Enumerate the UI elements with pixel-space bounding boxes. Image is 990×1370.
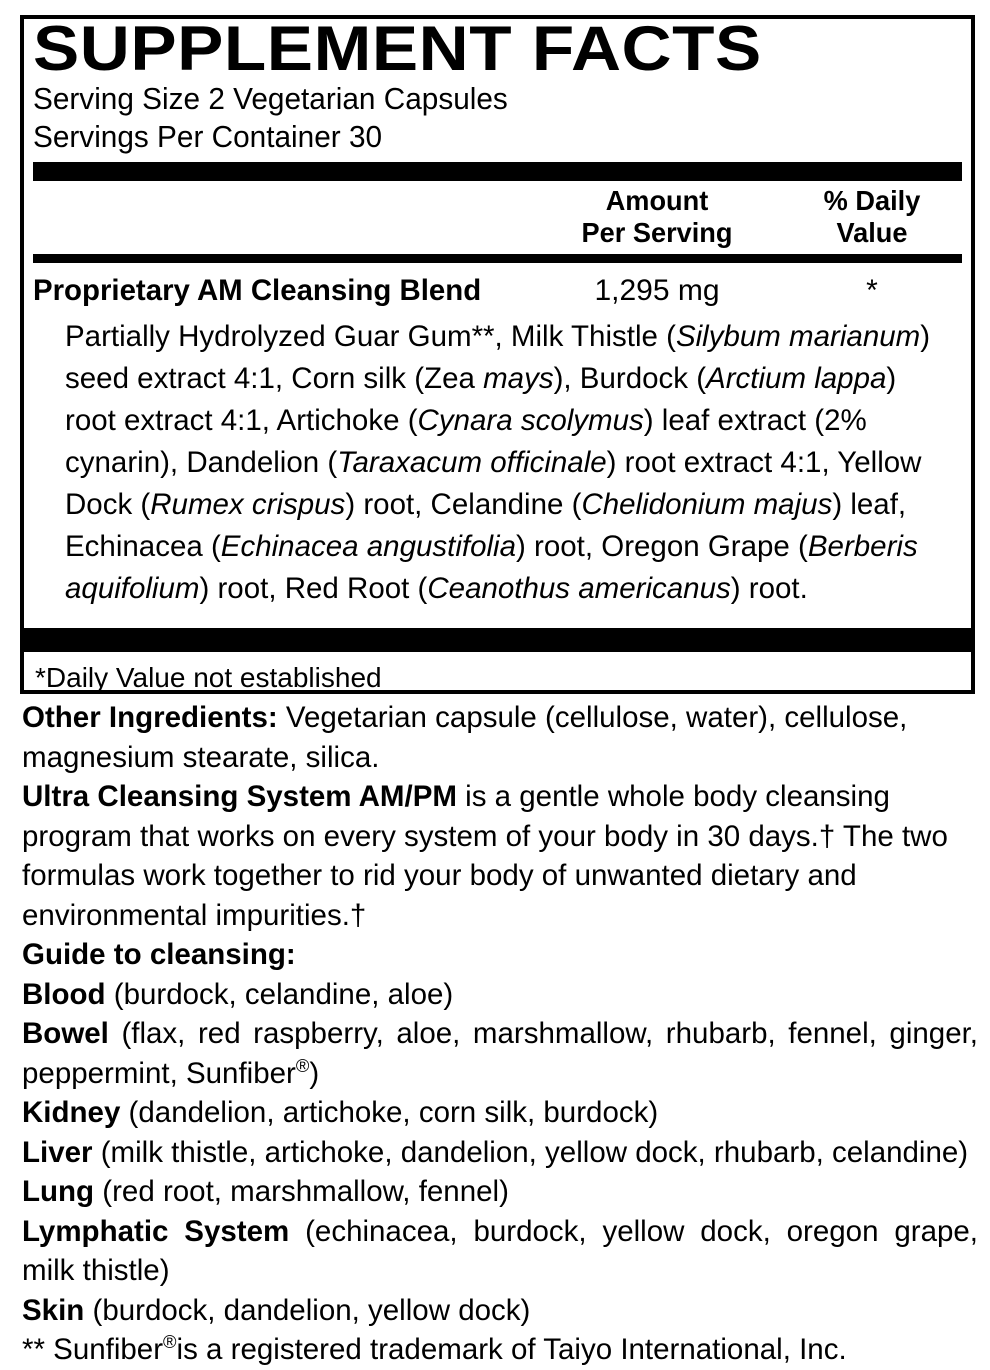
panel-title: SUPPLEMENT FACTS [33, 14, 762, 84]
registered-trademark-icon: ® [163, 1331, 177, 1353]
daily-value-footnote: *Daily Value not established [35, 662, 382, 693]
guide-item [22, 1212, 978, 1291]
guide-item-system: Skin [22, 1293, 85, 1327]
servings-per-container-text: Servings Per Container 30 [33, 118, 383, 154]
ingredient-latin-name: Berberis aquifolium [65, 529, 918, 605]
dv-header-line1: % Daily [823, 184, 921, 216]
guide-item-herbs-tail: ) [309, 1056, 320, 1090]
amount-header-line2: Per Serving [581, 216, 733, 248]
ingredient-latin-name: Cynara scolymus [417, 403, 644, 437]
serving-size-text: Serving Size 2 Vegetarian Capsules [33, 80, 508, 116]
ingredient-latin-name: Echinacea angustifolia [220, 529, 516, 563]
guide-item [22, 1291, 978, 1331]
guide-item-system: Blood [22, 977, 106, 1011]
blend-daily-value: * [866, 273, 878, 307]
amount-header-line1: Amount [605, 184, 709, 216]
guide-list [22, 975, 978, 1331]
guide-item-herbs: (milk thistle, artichoke, dandelion, yellow dock, rhubarb, celandine) [92, 1135, 969, 1169]
ingredient-latin-name: Rumex crispus [150, 487, 346, 521]
guide-item-herbs: (dandelion, artichoke, corn silk, burdock) [120, 1096, 659, 1130]
guide-item [22, 975, 978, 1015]
ingredient-paragraph [65, 316, 942, 610]
guide-item-system: Lung [22, 1175, 95, 1209]
trademark-prefix: ** Sunfiber [22, 1333, 164, 1367]
guide-item-system: Kidney [22, 1096, 121, 1130]
daily-value-header [785, 185, 960, 249]
ingredient-text-run: ) root, Celandine ( [345, 487, 582, 521]
ingredient-text-run: ) leaf, Echinacea ( [65, 487, 907, 563]
ingredient-text-run: ), Burdock ( [553, 361, 707, 395]
blend-name: Proprietary AM Cleansing Blend [33, 273, 482, 307]
ingredient-text-run: ) seed extract 4:1, Corn silk (Zea [65, 319, 931, 395]
guide-item [22, 1133, 978, 1173]
ingredient-text-run: ) root, Red Root ( [199, 571, 428, 605]
blend-amount: 1,295 mg [594, 273, 720, 307]
ingredient-latin-name: Taraxacum officinale [337, 445, 607, 479]
ingredient-latin-name: mays [483, 361, 554, 395]
guide-item [22, 1093, 978, 1133]
rule-under-headers [33, 254, 962, 263]
ingredient-text-run: ) root, Oregon Grape ( [516, 529, 808, 563]
guide-item-herbs: (flax, red raspberry, aloe, marshmallow, rhubarb, fennel, ginger, peppermint, Sunfiber [22, 1017, 978, 1090]
rule-thick-bottom [24, 628, 971, 652]
ingredient-text-run: ) root extract 4:1, Artichoke ( [65, 361, 897, 437]
guide-item-herbs: (burdock, celandine, aloe) [105, 977, 454, 1011]
guide-item [22, 1172, 978, 1212]
product-name: Ultra Cleansing System AM/PM [22, 780, 457, 814]
rule-thick-top [33, 162, 962, 181]
dv-header-line2: Value [836, 216, 908, 248]
guide-item [22, 1014, 978, 1093]
label-body-copy [22, 698, 978, 1370]
guide-item-herbs: (red root, marshmallow, fennel) [94, 1175, 509, 1209]
other-ingredients-paragraph [22, 698, 978, 777]
other-ingredients-text: Vegetarian capsule (cellulose, water), cellulose, magnesium stearate, silica. [22, 701, 908, 774]
ingredient-latin-name: Chelidonium majus [581, 487, 833, 521]
product-description-text: is a gentle whole body cleansing program that works on every system of your body in 30 days.† The two formulas work together to rid your body of unwanted dietary and environmental impurities.† [22, 780, 948, 932]
ingredient-latin-name: Arctium lappa [706, 361, 887, 395]
ingredient-latin-name: Silybum marianum [675, 319, 921, 353]
other-ingredients-label: Other Ingredients: [22, 701, 278, 734]
supplement-facts-panel [20, 15, 975, 694]
guide-item-system: Bowel [22, 1017, 109, 1051]
ingredient-latin-name: Ceanothus americanus [427, 571, 731, 605]
guide-heading: Guide to cleansing: [22, 938, 296, 972]
trademark-note [22, 1330, 978, 1370]
trademark-suffix: is a registered trademark of Taiyo International, Inc. [176, 1333, 847, 1367]
ingredient-text-run: ) leaf extract (2% cynarin), Dandelion ( [65, 403, 867, 479]
guide-item-herbs: (burdock, dandelion, yellow dock) [84, 1293, 531, 1327]
column-header-row [33, 181, 962, 254]
guide-item-herbs: (echinacea, burdock, yellow dock, oregon grape, milk thistle) [22, 1214, 978, 1288]
ingredient-text-run: Partially Hydrolyzed Guar Gum**, Milk Thistle ( [65, 319, 676, 353]
product-description-paragraph [22, 777, 978, 935]
registered-trademark-icon: ® [295, 1054, 310, 1076]
ingredient-text-run: ) root. [730, 571, 808, 605]
guide-item-system: Lymphatic System [22, 1214, 290, 1248]
amount-per-serving-header [536, 185, 779, 249]
guide-item-system: Liver [22, 1135, 93, 1169]
ingredient-text-run: ) root extract 4:1, Yellow Dock ( [65, 445, 922, 521]
blend-row [33, 263, 962, 308]
